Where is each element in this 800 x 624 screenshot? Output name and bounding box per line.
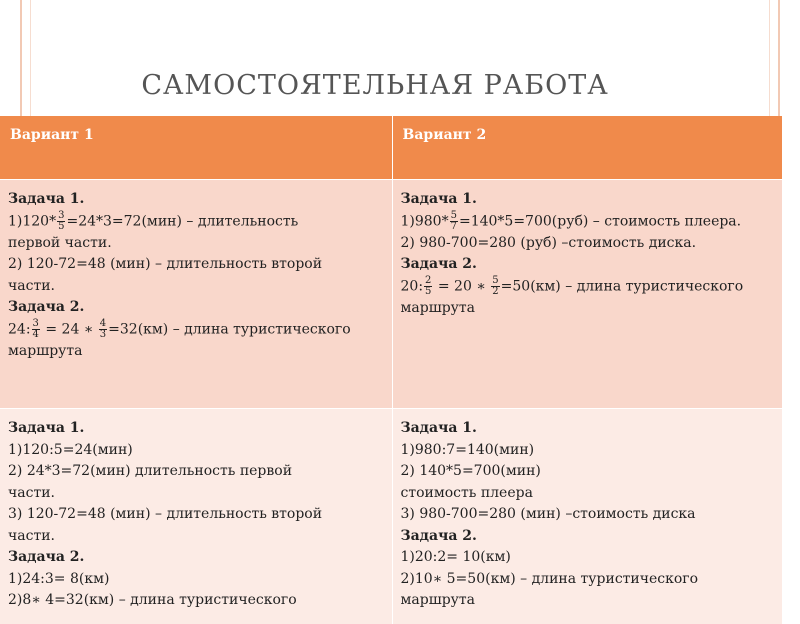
cell-variant-1-method-2 [0,409,392,624]
expr-text: =24*3=72(мин) – длительность [66,213,298,229]
header-row [0,116,782,180]
solution-line: маршрута [401,590,772,612]
fraction-denominator: 3 [99,330,107,340]
solution-line: 1)980:7=140(мин) [401,440,772,462]
fraction-denominator: 4 [32,330,40,340]
task-heading: Задача 2. [8,297,382,319]
task-heading: Задача 1. [401,418,772,440]
expr-text: 20: [401,278,424,294]
task-heading: Задача 1. [8,189,382,211]
work-table [0,116,783,624]
solution-line: 2)8∗ 4=32(км) – длина туристического [8,590,382,612]
expr-text: 1)120* [8,213,56,229]
fraction [32,319,40,340]
solution-line: части. [8,483,382,505]
fraction-denominator: 5 [424,287,432,297]
fraction [424,276,432,297]
fraction-numerator: 3 [32,319,40,330]
solution-line: 1)20:2= 10(км) [401,547,772,569]
expr-text: =50(км) – длина туристического [501,278,744,294]
table-row [0,180,782,409]
fraction [57,211,65,232]
solution-line: 2) 140*5=700(мин) [401,461,772,483]
fraction-numerator: 2 [424,276,432,287]
fraction [450,211,458,232]
solution-line: маршрута [8,341,382,363]
solution-line: 1)120:5=24(мин) [8,440,382,462]
expr-text: = 20 ∗ [438,278,486,294]
fraction-denominator: 2 [491,287,499,297]
task-heading: Задача 1. [8,418,382,440]
solution-line: первой части. [8,233,382,255]
solution-line: 2)10∗ 5=50(км) – длина туристического [401,569,772,591]
expr-text: =140*5=700(руб) – стоимость плеера. [459,213,741,229]
solution-line: 2) 24*3=72(мин) длительность первой [8,461,382,483]
fraction-numerator: 3 [57,211,65,222]
solution-line [8,319,382,341]
task-heading: Задача 2. [401,526,772,548]
solution-line: 3) 120-72=48 (мин) – длительность второй [8,504,382,526]
solution-line: 2) 120-72=48 (мин) – длительность второй [8,254,382,276]
task-heading: Задача 2. [401,254,772,276]
solution-line [8,211,382,233]
expr-text: 1)980* [401,213,449,229]
expr-text: =32(км) – длина туристического [108,321,351,337]
solution-line: 2) 980-700=280 (руб) –стоимость диска. [401,233,772,255]
cell-variant-2-method-1 [392,180,782,409]
solution-line [401,276,772,298]
cell-variant-1-method-1 [0,180,392,409]
solution-line: маршрута [401,298,772,320]
fraction-numerator: 5 [450,211,458,222]
solution-line: стоимость плеера [401,483,772,505]
fraction [99,319,107,340]
solution-line: 3) 980-700=280 (мин) –стоимость диска [401,504,772,526]
expr-text: 24: [8,321,31,337]
fraction [491,276,499,297]
header-variant-2: Вариант 2 [392,116,782,180]
fraction-denominator: 7 [450,222,458,232]
solution-line: части. [8,276,382,298]
cell-variant-2-method-2 [392,409,782,624]
solution-line: части. [8,526,382,548]
fraction-numerator: 4 [99,319,107,330]
solution-line: 1)24:3= 8(км) [8,569,382,591]
task-heading: Задача 2. [8,547,382,569]
table-row [0,409,782,624]
solution-line [401,211,772,233]
fraction-denominator: 5 [57,222,65,232]
slide-title: САМОСТОЯТЕЛЬНАЯ РАБОТА [0,70,750,101]
task-heading: Задача 1. [401,189,772,211]
expr-text: = 24 ∗ [45,321,93,337]
fraction-numerator: 5 [491,276,499,287]
header-variant-1: Вариант 1 [0,116,392,180]
